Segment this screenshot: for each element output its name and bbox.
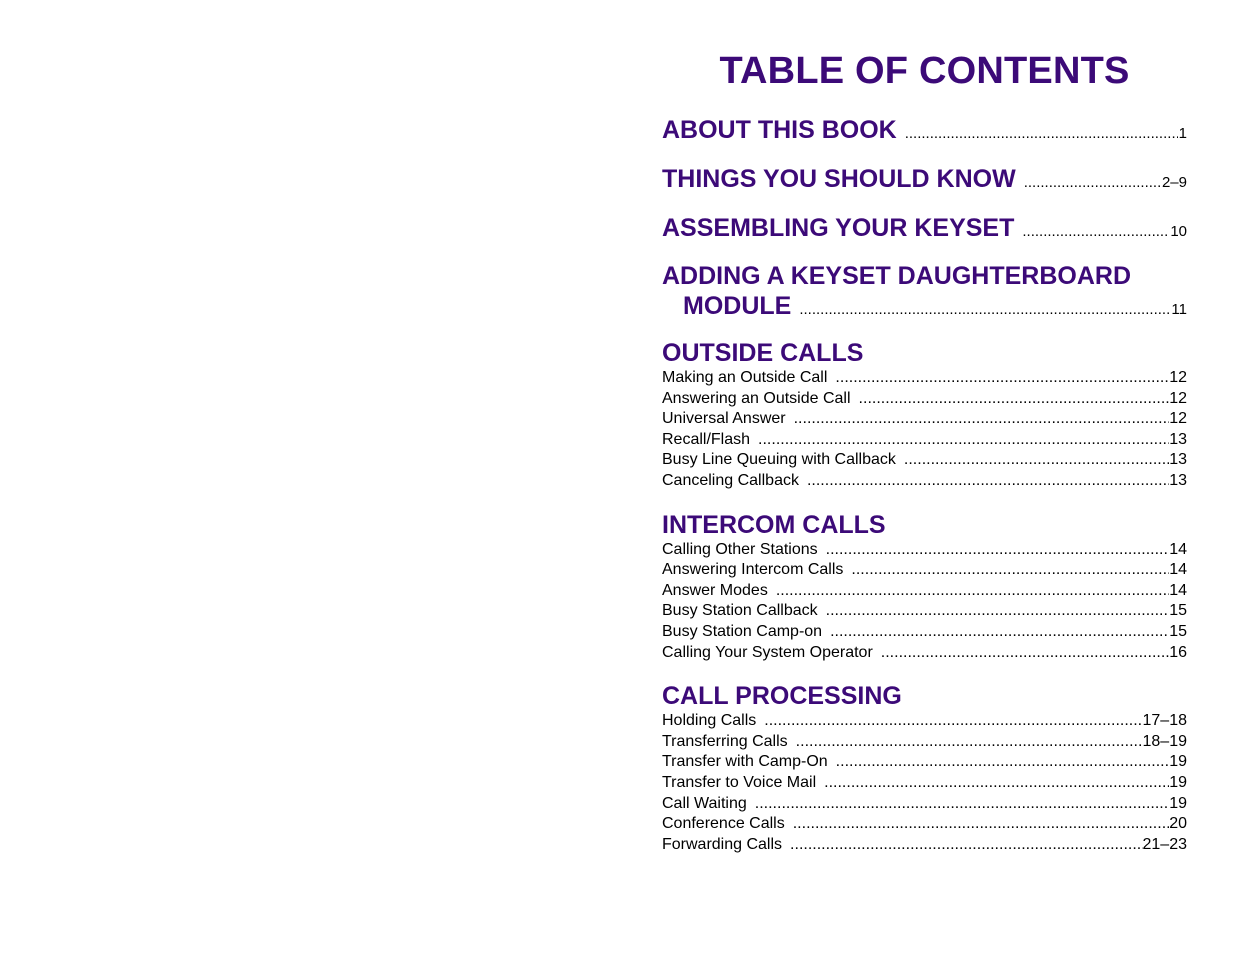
toc-item-label: Transferring Calls [662, 732, 788, 750]
toc-item-page: 13 [1169, 430, 1187, 448]
toc-item[interactable] [662, 643, 1187, 664]
toc-item-page: 13 [1169, 471, 1187, 489]
toc-item[interactable] [662, 540, 1187, 561]
toc-item-label: Calling Your System Operator [662, 643, 873, 661]
toc-item[interactable] [662, 560, 1187, 581]
toc-item[interactable] [662, 389, 1187, 410]
toc-entry-page: 2–9 [1161, 174, 1187, 191]
dot-leader [776, 581, 1169, 602]
section-heading[interactable]: INTERCOM CALLS [662, 510, 886, 539]
toc-item[interactable] [662, 450, 1187, 471]
dot-leader [836, 752, 1170, 773]
toc-item-label: Making an Outside Call [662, 369, 828, 386]
toc-item-page: 20 [1169, 815, 1187, 833]
table-of-contents-page [662, 48, 1187, 873]
dot-leader [796, 732, 1143, 753]
toc-item[interactable] [662, 581, 1187, 602]
toc-item-label: Answering Intercom Calls [662, 561, 844, 579]
section-heading[interactable]: CALL PROCESSING [662, 682, 902, 711]
dot-leader [794, 409, 1170, 430]
toc-item[interactable] [662, 794, 1187, 815]
toc-entry-assembling-your-keyset[interactable] [662, 212, 1187, 244]
toc-item-label: Forwarding Calls [662, 835, 783, 853]
dot-leader [764, 711, 1142, 732]
dot-leader [755, 794, 1169, 815]
toc-entry-label: ASSEMBLING YOUR KEYSET [662, 214, 1015, 242]
dot-leader [881, 643, 1169, 664]
toc-entry-label-line2: MODULE [683, 292, 792, 320]
toc-section-call-processing [662, 681, 1187, 855]
toc-item[interactable] [662, 835, 1187, 856]
toc-item[interactable] [662, 368, 1187, 389]
toc-item[interactable] [662, 622, 1187, 643]
toc-item-page: 19 [1169, 773, 1187, 791]
dot-leader [826, 540, 1170, 561]
toc-item-page: 16 [1169, 643, 1187, 661]
toc-item-page: 12 [1169, 410, 1187, 428]
page-title: TABLE OF CONTENTS [719, 50, 1130, 92]
toc-entry-label-line1: ADDING A KEYSET DAUGHTERBOARD [662, 262, 1131, 290]
toc-item-page: 12 [1169, 369, 1187, 386]
toc-item-page: 19 [1169, 794, 1187, 812]
toc-item[interactable] [662, 814, 1187, 835]
toc-section-outside-calls [662, 338, 1187, 492]
toc-item-page: 13 [1169, 451, 1187, 469]
toc-item-page: 15 [1169, 602, 1187, 620]
toc-item-label: Conference Calls [662, 815, 785, 833]
toc-item-label: Universal Answer [662, 410, 786, 428]
toc-item[interactable] [662, 752, 1187, 773]
dot-leader [758, 430, 1169, 451]
toc-entry-adding-daughterboard-module[interactable] [662, 261, 1187, 321]
toc-entry-about-this-book[interactable] [662, 114, 1187, 146]
section-heading[interactable]: OUTSIDE CALLS [662, 339, 864, 367]
toc-entry-label: ABOUT THIS BOOK [662, 116, 897, 144]
toc-item-page: 21–23 [1142, 835, 1187, 853]
toc-entry-page: 10 [1170, 223, 1187, 240]
toc-item-label: Answer Modes [662, 581, 768, 599]
toc-item[interactable] [662, 773, 1187, 794]
dot-leader [824, 773, 1169, 794]
toc-entry-page: 11 [1171, 301, 1187, 318]
toc-item-label: Answering an Outside Call [662, 389, 851, 407]
toc-item-label: Calling Other Stations [662, 540, 818, 558]
dot-leader [799, 301, 1170, 318]
toc-item-label: Transfer to Voice Mail [662, 773, 817, 791]
dot-leader [859, 389, 1170, 410]
toc-entry-page: 1 [1178, 125, 1187, 142]
toc-entry-label: THINGS YOU SHOULD KNOW [662, 165, 1016, 193]
toc-item-page: 12 [1169, 389, 1187, 407]
toc-item-label: Canceling Callback [662, 471, 799, 489]
toc-item-label: Call Waiting [662, 794, 747, 812]
toc-item[interactable] [662, 409, 1187, 430]
toc-item-page: 14 [1169, 561, 1187, 579]
toc-item-page: 14 [1169, 581, 1187, 599]
toc-item-label: Holding Calls [662, 712, 757, 730]
dot-leader [790, 835, 1142, 856]
toc-item-page: 19 [1169, 753, 1187, 771]
dot-leader [830, 622, 1169, 643]
dot-leader [851, 560, 1169, 581]
toc-item-page: 14 [1169, 540, 1187, 558]
dot-leader [826, 601, 1170, 622]
dot-leader [807, 471, 1169, 492]
toc-item[interactable] [662, 711, 1187, 732]
toc-item-label: Busy Station Camp-on [662, 622, 823, 640]
toc-item-page: 15 [1169, 622, 1187, 640]
toc-item-label: Busy Line Queuing with Callback [662, 451, 896, 469]
toc-item-page: 17–18 [1142, 712, 1187, 730]
dot-leader [905, 125, 1178, 142]
dot-leader [1024, 174, 1161, 191]
toc-item[interactable] [662, 430, 1187, 451]
toc-item-label: Transfer with Camp-On [662, 753, 828, 771]
toc-item-label: Recall/Flash [662, 430, 751, 448]
toc-item-label: Busy Station Callback [662, 602, 818, 620]
toc-entry-things-you-should-know[interactable] [662, 163, 1187, 195]
dot-leader [904, 450, 1169, 471]
toc-item[interactable] [662, 601, 1187, 622]
toc-item[interactable] [662, 732, 1187, 753]
toc-item[interactable] [662, 471, 1187, 492]
toc-item-page: 18–19 [1142, 732, 1187, 750]
toc-section-intercom-calls [662, 510, 1187, 664]
dot-leader [835, 368, 1169, 389]
dot-leader [793, 814, 1169, 835]
dot-leader [1022, 223, 1169, 240]
